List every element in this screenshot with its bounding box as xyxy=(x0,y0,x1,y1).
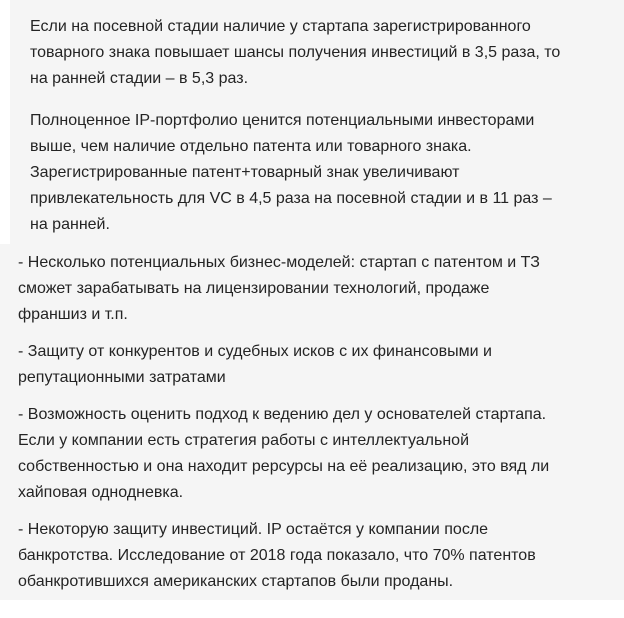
text-line: франшиз и т.п. xyxy=(18,306,128,323)
text-line: - Некоторую защиту инвестиций. IP остаётся у компании после xyxy=(18,521,489,538)
text-line: Если на посевной стадии наличие у стартапа зарегистрированного xyxy=(30,18,531,35)
list-item-competitor-protection xyxy=(18,339,492,391)
text-line: на ранней стадии – в 5,3 раз. xyxy=(30,70,249,87)
list-item-business-models xyxy=(18,250,540,328)
list-item-founders-approach xyxy=(18,402,549,506)
text-line: привлекательность для VC в 4,5 раза на посевной стадии и в 11 раз – xyxy=(30,190,552,207)
text-line: обанкротившихся американских стартапов были проданы. xyxy=(18,573,454,590)
text-line: банкротства. Исследование от 2018 года показало, что 70% патентов xyxy=(18,547,536,564)
text-line: выше, чем наличие отдельно патента или товарного знака. xyxy=(30,138,472,155)
list-item-investment-protection xyxy=(18,517,536,595)
text-line: Если у компании есть стратегия работы с интеллектуальной xyxy=(18,432,469,449)
text-line: собственностью и она находит рерсурсы на её реализацию, это вяд ли xyxy=(18,458,550,475)
text-line: на ранней. xyxy=(30,216,110,233)
text-line: сможет зарабатывать на лицензировании технологий, продаже xyxy=(18,280,490,297)
text-line: Полноценное IP-портфолио ценится потенциальными инвесторами xyxy=(30,112,535,129)
paragraph-ip-portfolio xyxy=(30,108,552,238)
text-line: Зарегистрированные патент+товарный знак увеличивают xyxy=(30,164,460,181)
text-line: хайповая однодневка. xyxy=(18,484,184,501)
text-line: товарного знака повышает шансы получения инвестиций в 3,5 раза, то xyxy=(30,44,561,61)
text-line: репутационными затратами xyxy=(18,369,226,386)
paragraph-trademark-stats xyxy=(30,14,560,92)
text-line: - Возможность оценить подход к ведению дел у основателей стартапа. xyxy=(18,406,547,423)
text-line: - Несколько потенциальных бизнес-моделей: стартап с патентом и ТЗ xyxy=(18,254,540,271)
text-line: - Защиту от конкурентов и судебных исков с их финансовыми и xyxy=(18,343,492,360)
